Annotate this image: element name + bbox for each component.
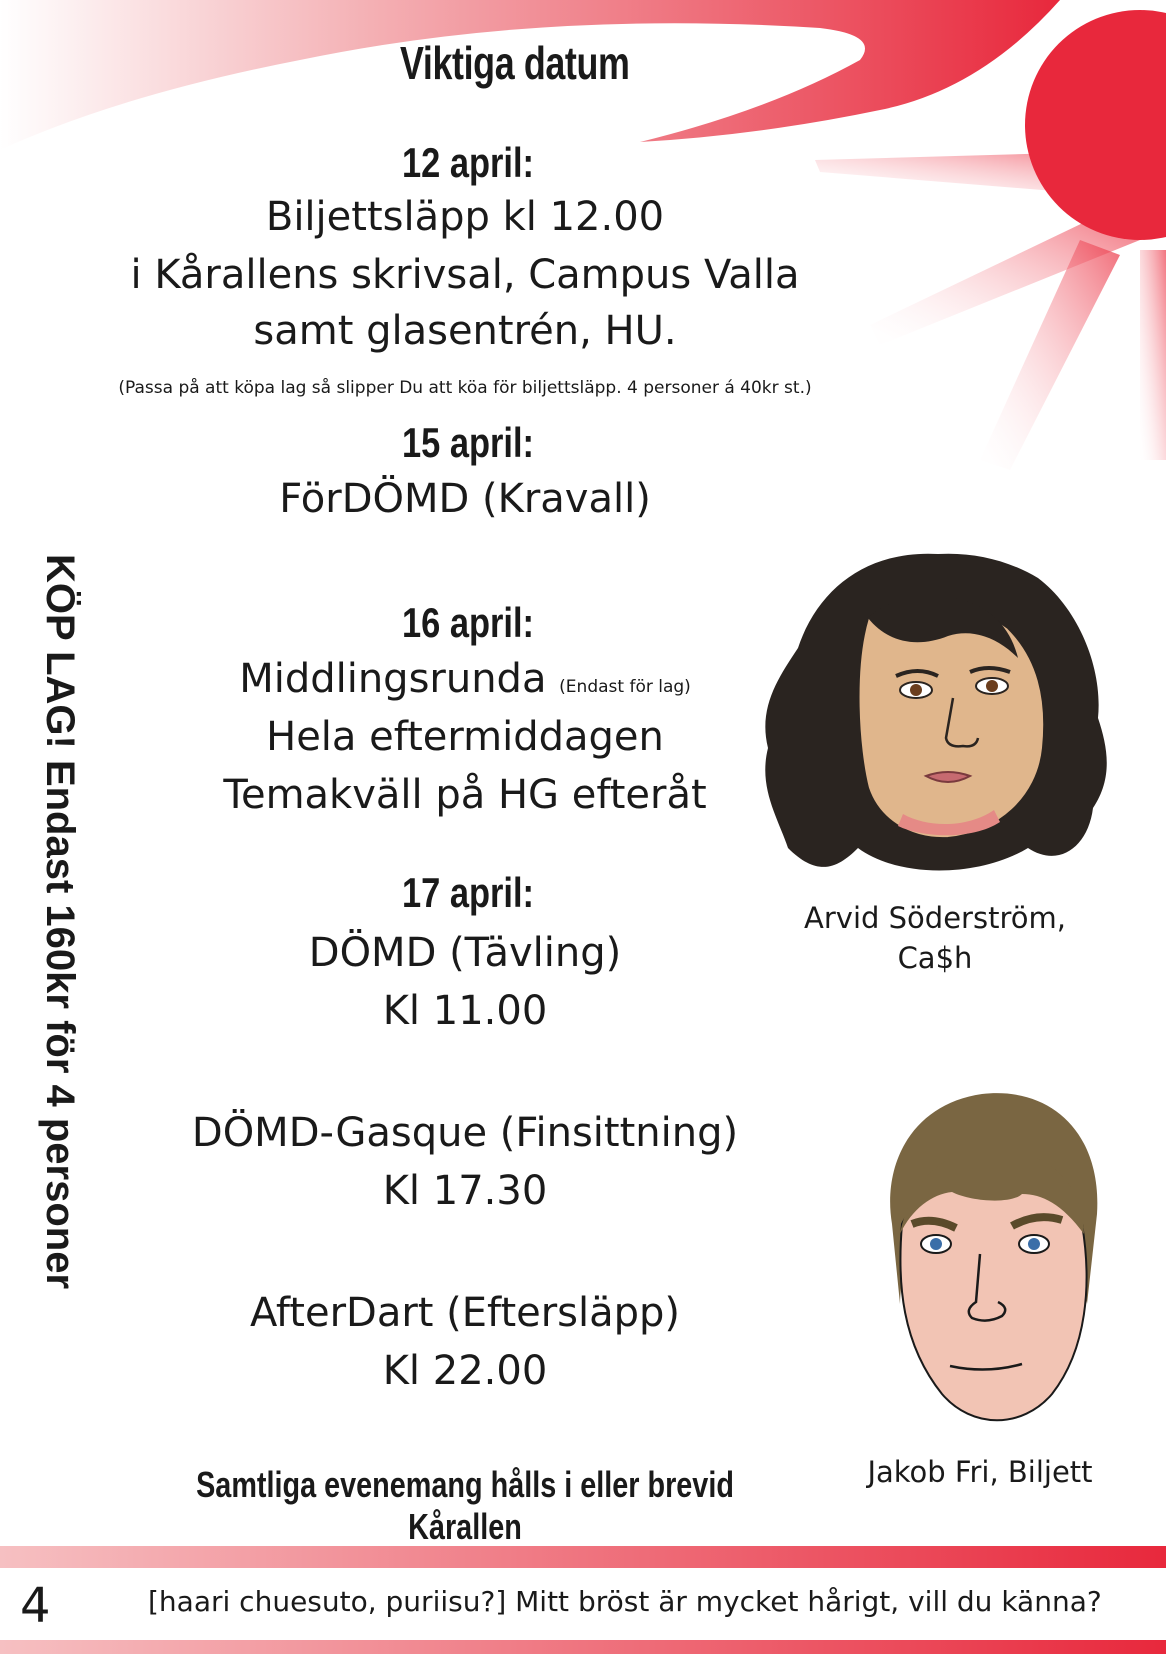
portrait-caption — [790, 898, 1080, 978]
event-line: AfterDart (Eftersläpp) — [249, 1290, 681, 1336]
caption-line: Arvid Söderström, — [804, 901, 1066, 935]
event-line: samt glasentrén, HU. — [253, 308, 677, 354]
event-line: Kl 22.00 — [382, 1348, 548, 1394]
portrait-caption: Jakob Fri, Biljett — [867, 1455, 1093, 1489]
event-line: Middlingsrunda — [239, 656, 547, 702]
event-line: Kl 17.30 — [382, 1168, 548, 1214]
page-number: 4 — [20, 1578, 51, 1634]
event-line: Hela eftermiddagen — [266, 714, 664, 760]
footer-bar-bottom — [0, 1640, 1166, 1654]
event-line: FörDÖMD (Kravall) — [279, 476, 651, 522]
caption-line: Ca$h — [897, 941, 973, 975]
sidebar-promo-text: KÖP LAG! Endast 160kr för 4 personer — [38, 554, 82, 1290]
footer-bar-top — [0, 1546, 1166, 1568]
sidebar-promo — [30, 554, 100, 1290]
venue-note: Samtliga evenemang hålls i eller brevid Kårallen — [196, 1464, 734, 1547]
event-small-note: (Endast för lag) — [559, 677, 691, 697]
portrait-arvid — [748, 548, 1128, 890]
event-line: Biljettsläpp kl 12.00 — [265, 194, 665, 240]
event-line: DÖMD-Gasque (Finsittning) — [191, 1110, 739, 1156]
sun-ray — [1140, 250, 1166, 460]
portrait-jakob — [872, 1084, 1112, 1436]
event-line: DÖMD (Tävling) — [308, 930, 622, 976]
event-line-with-note — [100, 650, 830, 716]
event-date: 16 april: — [401, 599, 535, 646]
footer-text: [haari chuesuto, puriisu?] Mitt bröst är mycket hårigt, vill du känna? — [148, 1585, 1102, 1618]
ticket-note: (Passa på att köpa lag så slipper Du att köa för biljettsläpp. 4 personer á 40kr st.) — [118, 378, 812, 398]
event-line: i Kårallens skrivsal, Campus Valla — [130, 252, 800, 298]
event-date: 15 april: — [401, 419, 535, 466]
event-date: 17 april: — [401, 869, 535, 916]
sun — [1025, 10, 1166, 240]
event-date: 12 april: — [401, 139, 535, 186]
event-line: Kl 11.00 — [382, 988, 548, 1034]
event-line: Temakväll på HG efteråt — [223, 772, 707, 818]
page-title: Viktiga datum — [400, 37, 630, 89]
